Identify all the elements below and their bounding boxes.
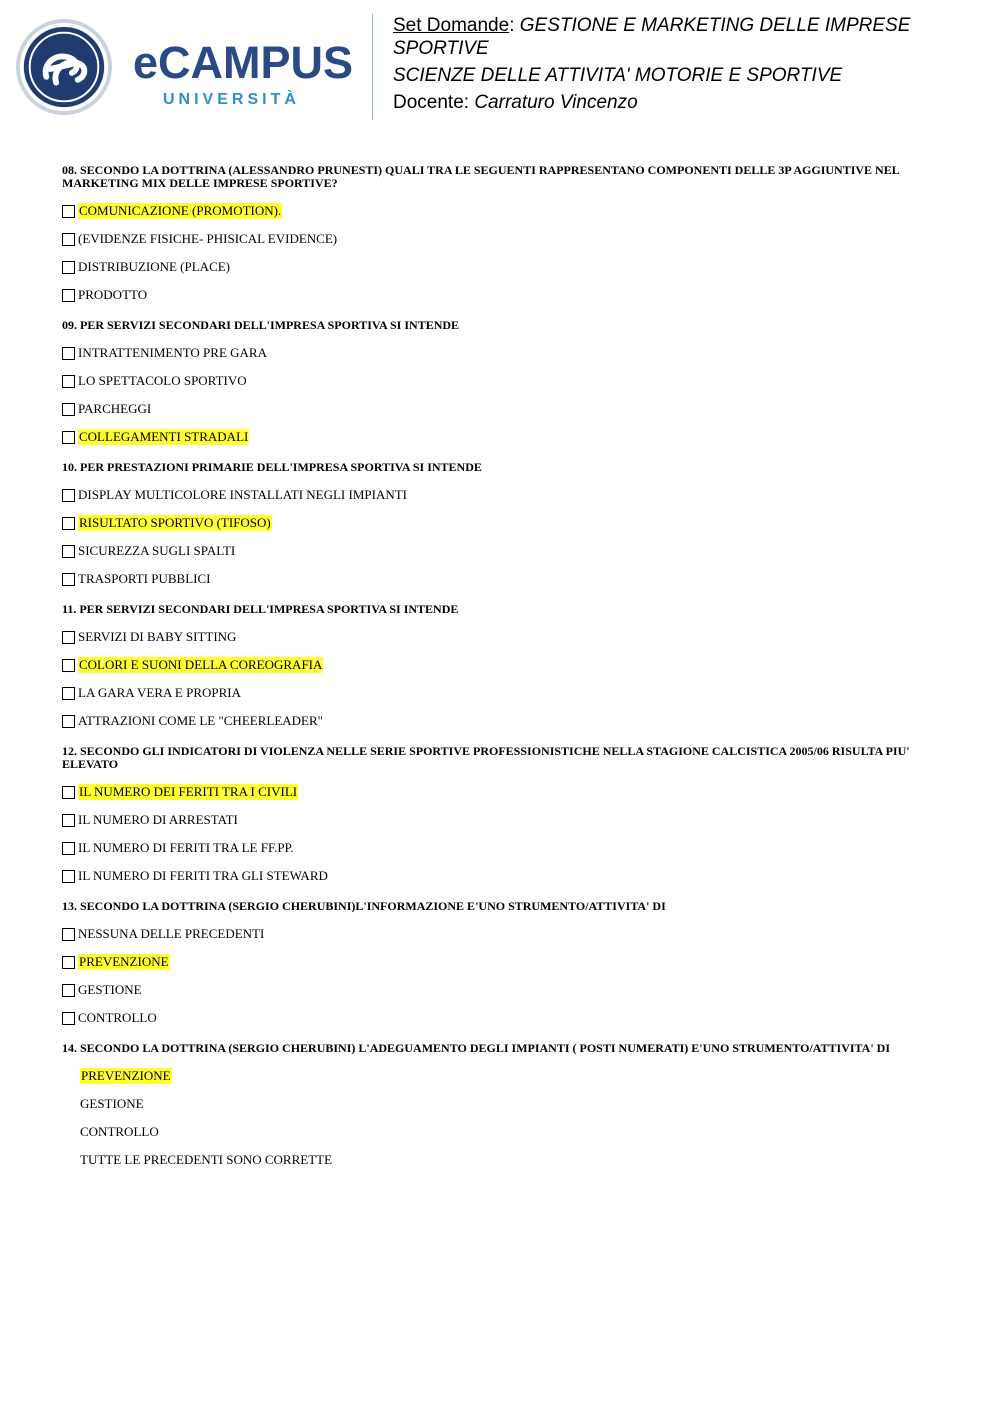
answer-option[interactable] — [62, 542, 942, 560]
answer-checkbox[interactable] — [62, 1012, 75, 1025]
answer-checkbox[interactable] — [62, 687, 75, 700]
universita-wordmark: UNIVERSITÀ — [163, 91, 300, 108]
answer-checkbox[interactable] — [62, 659, 75, 672]
answer-text-highlighted: IL NUMERO DEI FERITI TRA I CIVILI — [79, 784, 298, 799]
answer-text: LO SPETTACOLO SPORTIVO — [78, 373, 247, 388]
answer-text: DISTRIBUZIONE (PLACE) — [78, 259, 231, 274]
answer-text: TRASPORTI PUBBLICI — [78, 571, 211, 586]
answer-text-highlighted: PREVENZIONE — [79, 954, 169, 969]
question-block — [62, 1042, 942, 1169]
answer-checkbox[interactable] — [62, 842, 75, 855]
answer-option[interactable] — [62, 839, 942, 857]
question-title: 11. PER SERVIZI SECONDARI DELL'IMPRESA SPORTIVA SI INTENDE — [62, 602, 459, 616]
answer-option[interactable] — [62, 628, 942, 646]
answer-text-highlighted: RISULTATO SPORTIVO (TIFOSO) — [79, 515, 271, 530]
ecampus-wordmark: eCAMPUS — [133, 37, 354, 88]
course-name: SCIENZE DELLE ATTIVITA' MOTORIE E SPORTIVE — [393, 65, 843, 86]
answer-checkbox[interactable] — [62, 786, 75, 799]
answer-option[interactable] — [62, 953, 942, 971]
answer-text: PARCHEGGI — [78, 401, 152, 416]
page-header — [0, 0, 1000, 130]
teacher-line — [393, 91, 973, 114]
question-block — [62, 745, 942, 885]
answer-checkbox[interactable] — [62, 289, 75, 302]
answer-text: SICUREZZA SUGLI SPALTI — [78, 543, 236, 558]
answer-text: CONTROLLO — [80, 1124, 159, 1139]
answer-checkbox[interactable] — [62, 205, 75, 218]
answer-text: IL NUMERO DI FERITI TRA GLI STEWARD — [78, 868, 328, 883]
answer-checkbox[interactable] — [62, 956, 75, 969]
question-title: 13. SECONDO LA DOTTRINA (SERGIO CHERUBINI)L'INFORMAZIONE E'UNO STRUMENTO/ATTIVITA' DI — [62, 899, 666, 913]
answer-text: (EVIDENZE FISICHE- PHISICAL EVIDENCE) — [78, 231, 338, 246]
answer-text: PRODOTTO — [78, 287, 148, 302]
answer-option[interactable] — [62, 344, 942, 362]
answer-option[interactable] — [62, 811, 942, 829]
question-block — [62, 900, 942, 1027]
answer-option[interactable] — [62, 286, 942, 304]
question-block — [62, 603, 942, 730]
answer-checkbox[interactable] — [62, 631, 75, 644]
answer-option[interactable] — [62, 925, 942, 943]
answer-option[interactable] — [62, 867, 942, 885]
set-domande-value: GESTIONE E MARKETING DELLE IMPRESE SPORTIVE — [393, 15, 911, 59]
answer-option[interactable] — [62, 656, 942, 674]
answer-option[interactable] — [62, 230, 942, 248]
question-block — [62, 164, 942, 304]
answer-option — [62, 1095, 942, 1113]
answer-option[interactable] — [62, 372, 942, 390]
answer-option[interactable] — [62, 570, 942, 588]
answer-option[interactable] — [62, 428, 942, 446]
question-title: 10. PER PRESTAZIONI PRIMARIE DELL'IMPRESA SPORTIVA SI INTENDE — [62, 460, 482, 474]
answer-checkbox[interactable] — [62, 715, 75, 728]
question-block — [62, 461, 942, 588]
answer-option[interactable] — [62, 258, 942, 276]
answer-option — [62, 1151, 942, 1169]
answer-checkbox[interactable] — [62, 517, 75, 530]
question-list — [62, 164, 942, 1184]
answer-option — [62, 1067, 942, 1085]
answer-text-highlighted: PREVENZIONE — [81, 1068, 171, 1083]
answer-option[interactable] — [62, 486, 942, 504]
answer-checkbox[interactable] — [62, 870, 75, 883]
answer-option[interactable] — [62, 684, 942, 702]
answer-text: DISPLAY MULTICOLORE INSTALLATI NEGLI IMPIANTI — [78, 487, 407, 502]
answer-text-highlighted: COLORI E SUONI DELLA COREOGRAFIA — [79, 657, 323, 672]
answer-text: GESTIONE — [78, 982, 142, 997]
answer-text: ATTRAZIONI COME LE "CHEERLEADER" — [78, 713, 323, 728]
answer-text: IL NUMERO DI ARRESTATI — [78, 812, 238, 827]
answer-checkbox[interactable] — [62, 233, 75, 246]
answer-option[interactable] — [62, 783, 942, 801]
question-title: 09. PER SERVIZI SECONDARI DELL'IMPRESA SPORTIVA SI INTENDE — [62, 318, 460, 332]
answer-checkbox[interactable] — [62, 573, 75, 586]
ecampus-logo-icon — [15, 18, 113, 116]
answer-text: SERVIZI DI BABY SITTING — [78, 629, 237, 644]
question-block — [62, 319, 942, 446]
answer-text: INTRATTENIMENTO PRE GARA — [78, 345, 267, 360]
answer-text-highlighted: COLLEGAMENTI STRADALI — [79, 429, 249, 444]
answer-checkbox[interactable] — [62, 403, 75, 416]
answer-option[interactable] — [62, 400, 942, 418]
answer-checkbox[interactable] — [62, 431, 75, 444]
answer-option[interactable] — [62, 712, 942, 730]
answer-option[interactable] — [62, 1009, 942, 1027]
answer-checkbox[interactable] — [62, 375, 75, 388]
answer-option[interactable] — [62, 514, 942, 532]
answer-option[interactable] — [62, 981, 942, 999]
answer-option — [62, 1123, 942, 1141]
answer-checkbox[interactable] — [62, 261, 75, 274]
header-info — [393, 14, 973, 114]
answer-text: NESSUNA DELLE PRECEDENTI — [78, 926, 265, 941]
answer-checkbox[interactable] — [62, 928, 75, 941]
answer-checkbox[interactable] — [62, 545, 75, 558]
answer-text: TUTTE LE PRECEDENTI SONO CORRETTE — [80, 1152, 333, 1167]
question-title: 14. SECONDO LA DOTTRINA (SERGIO CHERUBINI) L'ADEGUAMENTO DEGLI IMPIANTI ( POSTI NUMERATI) E'UNO STRUMENTO/ATTIVITA' DI — [62, 1041, 891, 1055]
teacher-name: Carraturo Vincenzo — [474, 92, 638, 113]
question-title: 12. SECONDO GLI INDICATORI DI VIOLENZA NELLE SERIE SPORTIVE PROFESSIONISTICHE NELLA STAGIONE CALCISTICA 2005/06 RISULTA PIU' ELEVATO — [62, 744, 910, 771]
answer-checkbox[interactable] — [62, 814, 75, 827]
set-domande-line: Set Domande: GESTIONE E MARKETING DELLE IMPRESE SPORTIVE — [393, 15, 911, 59]
answer-checkbox[interactable] — [62, 347, 75, 360]
answer-text: LA GARA VERA E PROPRIA — [78, 685, 242, 700]
answer-text: IL NUMERO DI FERITI TRA LE FF.PP. — [78, 840, 294, 855]
answer-text-highlighted: COMUNICAZIONE (PROMOTION). — [79, 203, 282, 218]
answer-text: GESTIONE — [80, 1096, 144, 1111]
header-divider — [372, 14, 373, 120]
answer-text: CONTROLLO — [78, 1010, 157, 1025]
answer-checkbox[interactable] — [62, 984, 75, 997]
question-title: 08. SECONDO LA DOTTRINA (ALESSANDRO PRUNESTI) QUALI TRA LE SEGUENTI RAPPRESENTANO COMPONENTI DELLE 3P AGGIUNTIVE NEL MARKETING MIX DELLE IMPRESE SPORTIVE? — [62, 163, 900, 190]
set-domande-label: Set Domande — [393, 15, 510, 36]
teacher-label: Docente: — [393, 92, 470, 113]
answer-option[interactable] — [62, 202, 942, 220]
answer-checkbox[interactable] — [62, 489, 75, 502]
